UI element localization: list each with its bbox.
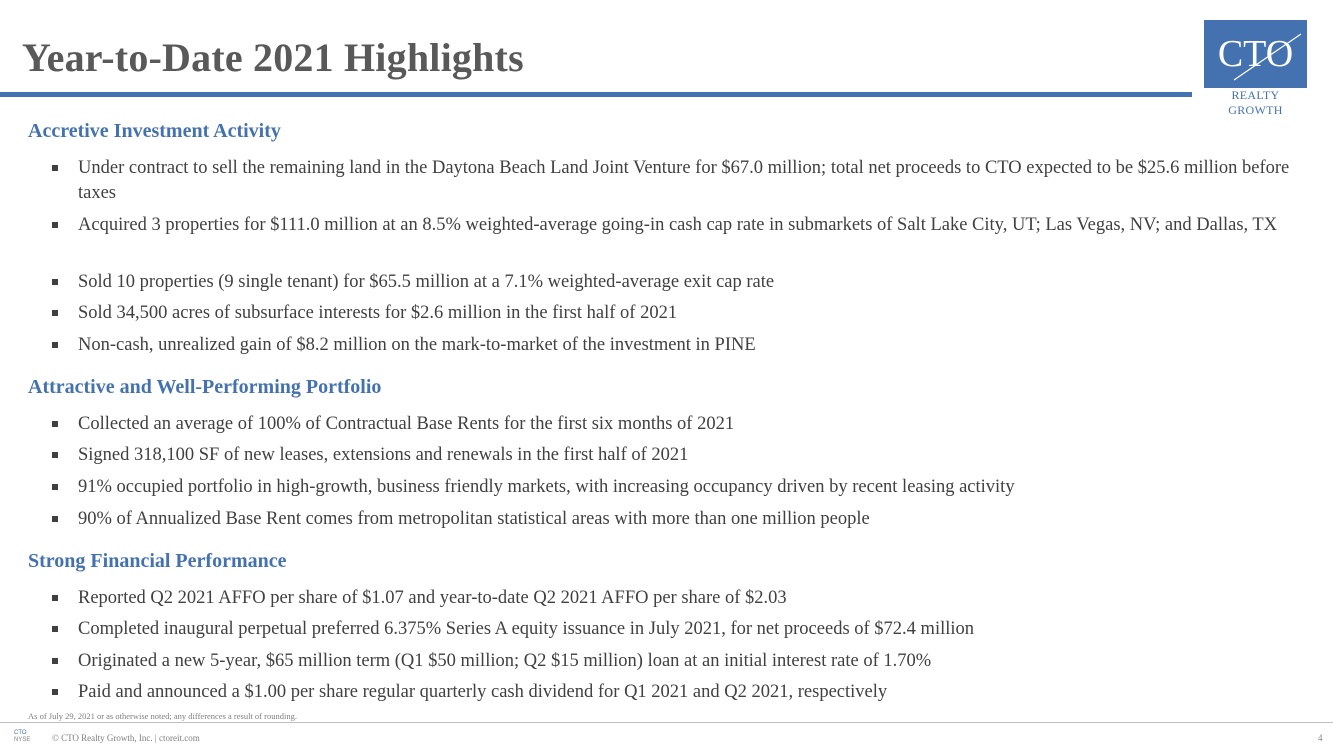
list-item: Paid and announced a $1.00 per share regular quarterly cash dividend for Q1 2021 and Q2 2021, respectively — [78, 680, 1308, 705]
bullet-square-icon — [52, 658, 58, 664]
bullet-square-icon — [52, 689, 58, 695]
list-item: Reported Q2 2021 AFFO per share of $1.07 and year-to-date Q2 2021 AFFO per share of $2.03 — [78, 586, 1308, 611]
footer-divider — [0, 722, 1333, 723]
bullet-square-icon — [52, 484, 58, 490]
footer-logo-exchange: NYSE — [14, 737, 31, 743]
footer-logo-main: CTO — [14, 730, 27, 736]
footer-logo — [14, 730, 36, 744]
bullet-square-icon — [52, 279, 58, 285]
list-item: Completed inaugural perpetual preferred 6.375% Series A equity issuance in July 2021, for net proceeds of $72.4 million — [78, 617, 1308, 642]
section-heading-investment: Accretive Investment Activity — [28, 120, 281, 142]
section-heading-financial: Strong Financial Performance — [28, 550, 287, 572]
list-item: 91% occupied portfolio in high-growth, business friendly markets, with increasing occupancy driven by recent leasing activity — [78, 475, 1308, 500]
page-number: 4 — [1318, 733, 1323, 743]
cto-logo — [1204, 20, 1307, 88]
section-heading-portfolio: Attractive and Well-Performing Portfolio — [28, 376, 382, 398]
bullet-square-icon — [52, 222, 58, 228]
list-item: Originated a new 5-year, $65 million term (Q1 $50 million; Q2 $15 million) loan at an initial interest rate of 1.70% — [78, 649, 1308, 674]
list-item: Sold 10 properties (9 single tenant) for $65.5 million at a 7.1% weighted-average exit cap rate — [78, 270, 1308, 295]
list-item: Collected an average of 100% of Contractual Base Rents for the first six months of 2021 — [78, 412, 1308, 437]
list-item: Acquired 3 properties for $111.0 million at an 8.5% weighted-average going-in cash cap rate in submarkets of Salt Lake City, UT; Las Vegas, NV; and Dallas, TX — [78, 213, 1308, 238]
bullet-square-icon — [52, 516, 58, 522]
bullet-square-icon — [52, 310, 58, 316]
bullet-square-icon — [52, 626, 58, 632]
bullet-square-icon — [52, 342, 58, 348]
bullet-square-icon — [52, 165, 58, 171]
list-item: Signed 318,100 SF of new leases, extensions and renewals in the first half of 2021 — [78, 443, 1308, 468]
logo-swoosh-icon — [1204, 20, 1307, 88]
title-divider — [0, 92, 1192, 97]
footer-copyright: © CTO Realty Growth, Inc. | ctoreit.com — [52, 733, 200, 743]
logo-wordmark: CTO — [1217, 33, 1294, 75]
page-title: Year-to-Date 2021 Highlights — [22, 35, 524, 80]
list-item: Under contract to sell the remaining land in the Daytona Beach Land Joint Venture for $67.0 million; total net proceeds to CTO expected to be $25.6 million before taxes — [78, 156, 1308, 206]
bullet-square-icon — [52, 421, 58, 427]
logo-subtitle: REALTY GROWTH — [1228, 88, 1283, 117]
list-item: Sold 34,500 acres of subsurface interests for $2.6 million in the first half of 2021 — [78, 301, 1308, 326]
list-item: 90% of Annualized Base Rent comes from metropolitan statistical areas with more than one million people — [78, 507, 1308, 532]
list-item: Non-cash, unrealized gain of $8.2 million on the mark-to-market of the investment in PINE — [78, 333, 1308, 358]
bullet-square-icon — [52, 595, 58, 601]
bullet-square-icon — [52, 452, 58, 458]
footnote: As of July 29, 2021 or as otherwise noted; any differences a result of rounding. — [28, 711, 297, 721]
